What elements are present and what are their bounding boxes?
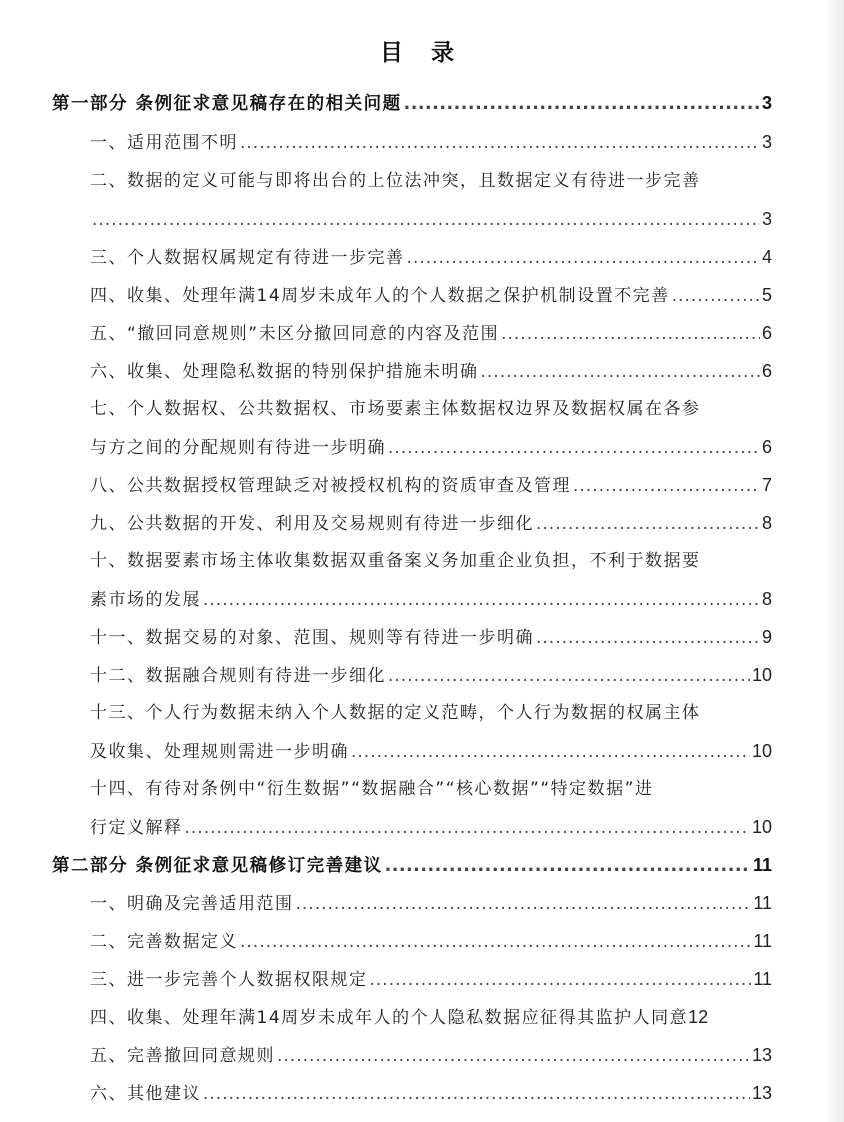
toc-entry-text: 三、个人数据权属规定有待进一步完善 (90, 248, 405, 268)
toc-entry[interactable] (90, 588, 772, 611)
toc-entry-page: 7 (761, 475, 772, 495)
toc-entry-text: 二、数据的定义可能与即将出台的上位法冲突，且数据定义有待进一步完善 (90, 171, 701, 191)
leader-dots (501, 323, 760, 345)
leader-dots (536, 627, 760, 649)
toc-entry-text: 一、适用范围不明 (90, 133, 238, 153)
leader-dots (672, 285, 760, 307)
toc-entry-text: 六、收集、处理隐私数据的特别保护措施未明确 (90, 362, 479, 382)
toc-entry-text: 五、“撤回同意规则”未区分撤回同意的内容及范围 (90, 324, 500, 344)
toc-entry-page: 11 (753, 931, 772, 951)
toc-entry[interactable] (90, 1082, 772, 1105)
toc-entry[interactable] (90, 930, 772, 953)
toc-entry[interactable] (90, 512, 772, 535)
leader-dots (407, 247, 760, 269)
toc-part-1-label: 第一部分 条例征求意见稿存在的相关问题 (52, 94, 402, 114)
leader-dots (240, 931, 751, 953)
leader-dots (388, 437, 760, 459)
toc-entry-page: 3 (761, 132, 772, 152)
leader-dots (92, 209, 760, 231)
toc-entry-text: 素市场的发展 (90, 590, 201, 610)
toc-entry-page: 12 (688, 1007, 709, 1027)
toc-entry-line1[interactable] (90, 170, 772, 192)
toc-entry-text: 十三、个人行为数据未纳入个人数据的定义范畴，个人行为数据的权属主体 (90, 703, 701, 723)
toc-entry[interactable] (90, 474, 772, 497)
toc-entry[interactable] (90, 740, 772, 763)
toc-entry-text: 十一、数据交易的对象、范围、规则等有待进一步明确 (90, 628, 534, 648)
toc-entry-line1[interactable] (90, 778, 772, 800)
toc-entry-page: 4 (761, 247, 772, 267)
toc-entry-page: 11 (753, 969, 772, 989)
toc-entry-page: 6 (761, 361, 772, 381)
toc-entry-text: 一、明确及完善适用范围 (90, 894, 294, 914)
toc-entry-page: 10 (751, 817, 772, 837)
toc-entry-page: 3 (761, 209, 772, 229)
toc-entry-text: 九、公共数据的开发、利用及交易规则有待进一步细化 (90, 514, 534, 534)
toc-part-1[interactable] (52, 92, 772, 115)
toc-entry-text: 与方之间的分配规则有待进一步明确 (90, 438, 386, 458)
toc-entry-page: 13 (751, 1083, 772, 1103)
toc-part-2-page: 11 (752, 855, 772, 875)
toc-entry[interactable] (90, 246, 772, 269)
toc-entry-page: 10 (751, 665, 772, 685)
toc-entry-text: 五、完善撤回同意规则 (90, 1046, 275, 1066)
toc-part-1-page: 3 (761, 93, 772, 113)
toc-entry[interactable] (90, 626, 772, 649)
toc-entry-line1[interactable] (90, 398, 772, 420)
toc-entry[interactable] (90, 816, 772, 839)
toc-entry-page: 8 (761, 513, 772, 533)
toc-entry-page: 9 (761, 627, 772, 647)
leader-dots (277, 1045, 750, 1067)
toc-entry[interactable] (90, 664, 772, 687)
toc-entry-text: 四、收集、处理年满14周岁未成年人的个人隐私数据应征得其监护人同意 (90, 1008, 689, 1028)
toc-entry-page: 5 (761, 285, 772, 305)
toc-entry[interactable] (90, 892, 772, 915)
leader-dots (536, 513, 760, 535)
toc-entry[interactable] (90, 1006, 772, 1029)
toc-entry[interactable] (90, 968, 772, 991)
toc-entry-page: 8 (761, 589, 772, 609)
page-title: 目 录 (379, 40, 464, 66)
toc-part-2[interactable] (52, 854, 772, 877)
toc-entry-text: 行定义解释 (90, 818, 183, 838)
toc-entry-page: 6 (761, 437, 772, 457)
toc-entry-page: 6 (761, 323, 772, 343)
toc-entry-text: 六、其他建议 (90, 1084, 201, 1104)
toc-entry-page: 13 (751, 1045, 772, 1065)
toc-entry-text: 四、收集、处理年满14周岁未成年人的个人数据之保护机制设置不完善 (90, 286, 670, 306)
leader-dots (203, 1083, 750, 1105)
toc-entry-page: 11 (753, 893, 772, 913)
toc-entry-line1[interactable] (90, 702, 772, 724)
leader-dots (351, 741, 750, 763)
leader-dots (404, 93, 760, 115)
leader-dots (385, 855, 751, 877)
toc-entry-page: 10 (751, 741, 772, 761)
toc-entry[interactable] (90, 360, 772, 383)
leader-dots (185, 817, 750, 839)
toc-part-2-label: 第二部分 条例征求意见稿修订完善建议 (52, 856, 383, 876)
leader-dots (481, 361, 760, 383)
toc-entry[interactable] (90, 322, 772, 345)
toc-entry[interactable] (90, 436, 772, 459)
leader-dots (388, 665, 750, 687)
toc-entry[interactable] (90, 284, 772, 307)
toc-entry-text: 三、进一步完善个人数据权限规定 (90, 970, 368, 990)
leader-dots (240, 132, 760, 154)
toc-entry-text: 二、完善数据定义 (90, 932, 238, 952)
toc-entry-text: 及收集、处理规则需进一步明确 (90, 742, 349, 762)
toc-entry-text: 八、公共数据授权管理缺乏对被授权机构的资质审查及管理 (90, 476, 571, 496)
toc-entry-text: 十二、数据融合规则有待进一步细化 (90, 666, 386, 686)
toc-entry-line1[interactable] (90, 550, 772, 572)
toc-entry-text: 七、个人数据权、公共数据权、市场要素主体数据权边界及数据权属在各参 (90, 399, 701, 419)
toc-entry-text: 十四、有待对条例中“衍生数据”“数据融合”“核心数据”“特定数据”进 (90, 779, 654, 799)
toc-entry[interactable] (90, 208, 772, 231)
toc-entry[interactable] (90, 131, 772, 154)
leader-dots (296, 893, 752, 915)
leader-dots (370, 969, 752, 991)
leader-dots (573, 475, 760, 497)
toc-entry-text: 十、数据要素市场主体收集数据双重备案义务加重企业负担，不利于数据要 (90, 551, 701, 571)
leader-dots (203, 589, 760, 611)
toc-entry[interactable] (90, 1044, 772, 1067)
